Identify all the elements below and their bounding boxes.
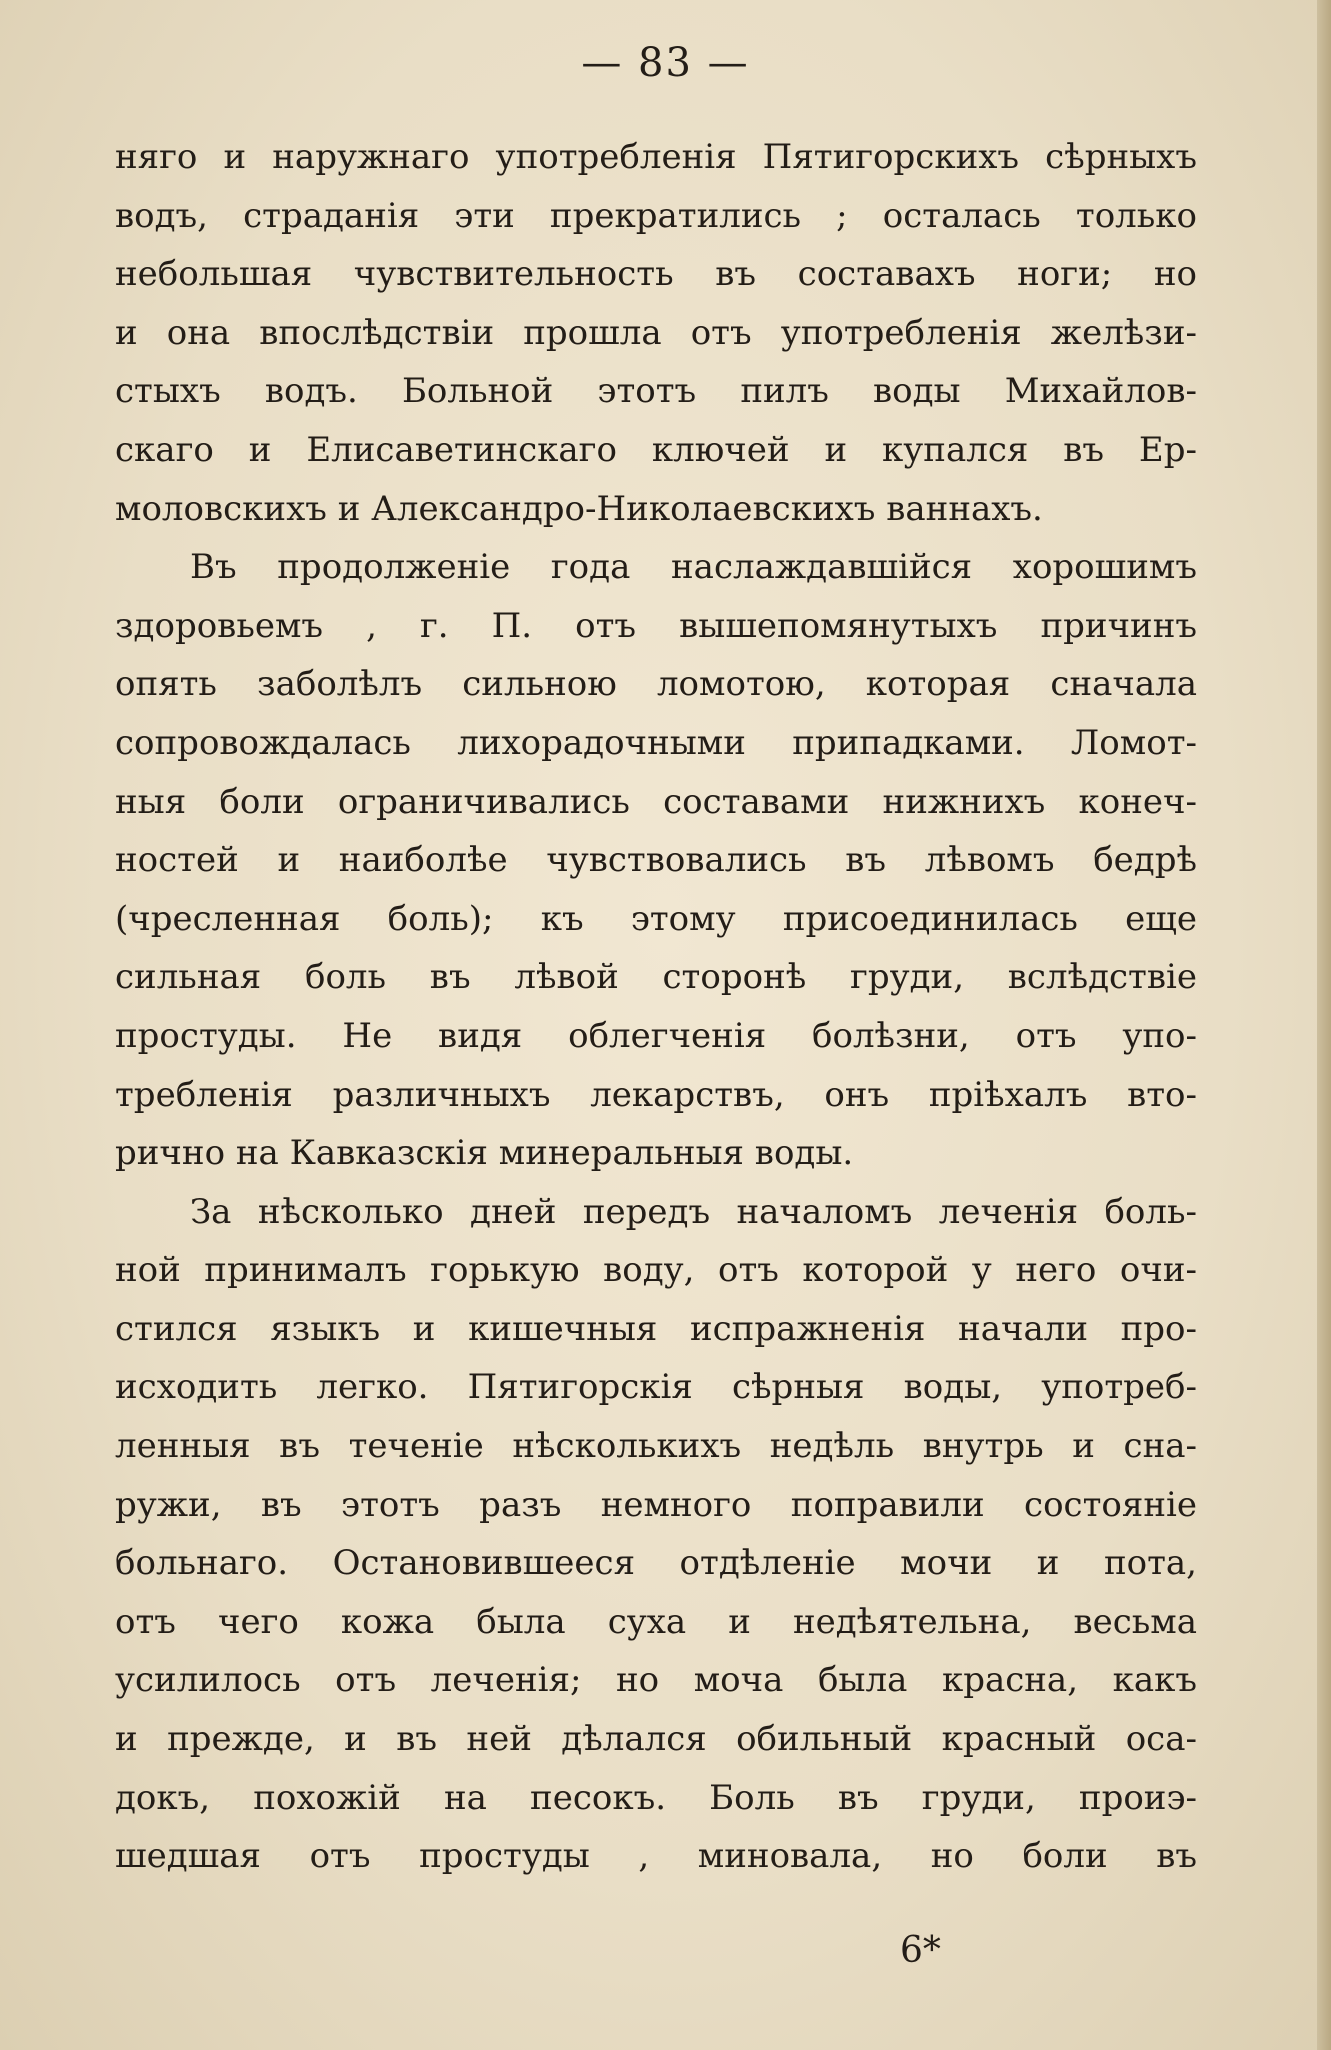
text-line: докъ, похожій на песокъ. Боль въ груди, проиэ-	[115, 1777, 1197, 1818]
text-line: стился языкъ и кишечныя испражненія начали про-	[115, 1308, 1197, 1349]
text-line: ностей и наиболѣе чувствовались въ лѣвомъ бедрѣ	[115, 840, 1197, 881]
text-line: няго и наружнаго употребленія Пятигорскихъ сѣрныхъ	[115, 137, 1197, 177]
text-line: (чресленная боль); къ этому присоединилась еще	[115, 898, 1197, 939]
text-line: скаго и Елисаветинскаго ключей и купался въ Ер-	[115, 429, 1197, 470]
page-number: — 83 —	[581, 40, 750, 86]
text-line: небольшая чувствительность въ составахъ ноги; но	[115, 254, 1197, 295]
text-line: Въ продолженіе года наслаждавшійся хорошимъ	[190, 547, 1197, 588]
text-line: ленныя въ теченіе нѣсколькихъ недѣль внутрь и сна-	[115, 1426, 1197, 1467]
signature-mark: 6*	[900, 1930, 941, 1971]
text-line: ружи, въ этотъ разъ немного поправили состояніе	[115, 1484, 1197, 1525]
text-line: сопровождалась лихорадочными припадками. Ломот-	[115, 722, 1197, 763]
text-line: стыхъ водъ. Больной этотъ пилъ воды Михайлов-	[115, 371, 1197, 412]
text-line: и прежде, и въ ней дѣлался обильный красный оса-	[115, 1719, 1197, 1760]
text-line: рично на Кавказскія минеральныя воды.	[115, 1133, 854, 1174]
text-line: За нѣсколько дней передъ началомъ леченія боль-	[190, 1191, 1197, 1232]
text-line: здоровьемъ , г. П. отъ вышепомянутыхъ причинъ	[115, 605, 1197, 646]
text-line: отъ чего кожа была суха и недѣятельна, весьма	[115, 1601, 1197, 1642]
text-line: исходить легко. Пятигорскія сѣрныя воды, употреб-	[115, 1367, 1197, 1408]
text-line: опять заболѣлъ сильною ломотою, которая сначала	[115, 664, 1197, 705]
text-line: моловскихъ и Александро-Николаевскихъ ваннахъ.	[115, 488, 1043, 529]
body-text	[115, 128, 1197, 1886]
text-line: ныя боли ограничивались составами нижнихъ конеч-	[115, 781, 1197, 822]
text-line: больнаго. Остановившееся отдѣленіе мочи и пота,	[115, 1543, 1197, 1584]
text-line: и она впослѣдствіи прошла отъ употребленія желѣзи-	[115, 312, 1197, 353]
text-line: водъ, страданія эти прекратились ; осталась только	[115, 195, 1197, 236]
page-edge	[1317, 0, 1331, 2050]
text-line: ной принималъ горькую воду, отъ которой у него очи-	[115, 1250, 1197, 1291]
text-line: простуды. Не видя облегченія болѣзни, отъ упо-	[115, 1015, 1197, 1056]
text-line: шедшая отъ простуды , миновала, но боли въ	[115, 1836, 1197, 1877]
text-line: требленія различныхъ лекарствъ, онъ пріѣхалъ вто-	[115, 1074, 1197, 1115]
text-line: сильная боль въ лѣвой сторонѣ груди, вслѣдствіе	[115, 957, 1197, 998]
text-line: усилилось отъ леченія; но моча была красна, какъ	[115, 1660, 1197, 1701]
